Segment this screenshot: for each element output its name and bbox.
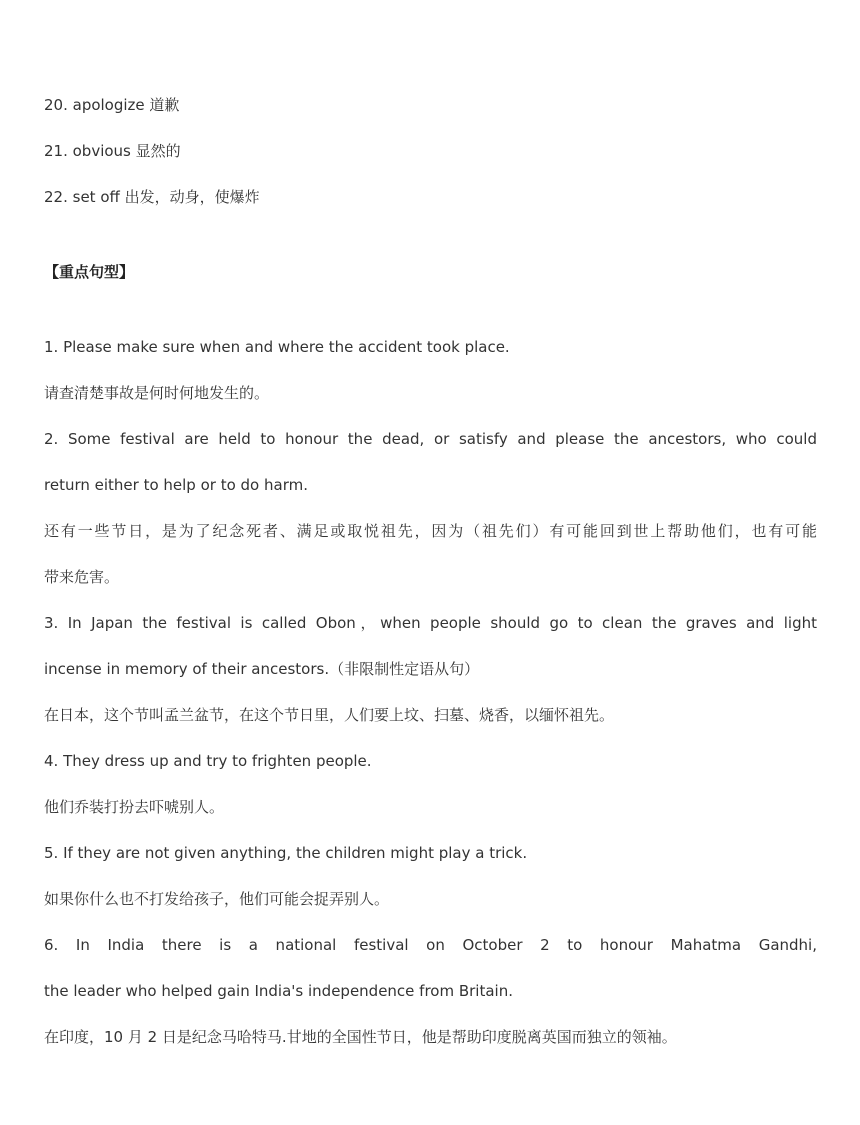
sentence-5-english: 5. If they are not given anything, the children might play a trick.	[44, 844, 528, 862]
vocab-item-21: 21. obvious 显然的	[44, 142, 181, 160]
sentence-6-english-line-2: the leader who helped gain India's independence from Britain.	[44, 982, 513, 1000]
sentence-1-english: 1. Please make sure when and where the accident took place.	[44, 338, 510, 356]
section-title: 【重点句型】	[44, 263, 135, 281]
sentence-2-chinese-line-1: 还有一些节日，是为了纪念死者、满足或取悦祖先，因为（祖先们）有可能回到世上帮助他们，也有可能	[44, 522, 817, 540]
sentence-4-english: 4. They dress up and try to frighten people.	[44, 752, 372, 770]
vocab-item-22: 22. set off 出发，动身，使爆炸	[44, 188, 260, 206]
sentence-6-english-line-1: 6. In India there is a national festival on October 2 to honour Mahatma Gandhi,	[44, 936, 817, 954]
sentence-2-chinese-line-2: 带来危害。	[44, 568, 120, 586]
sentence-4-chinese: 他们乔装打扮去吓唬别人。	[44, 798, 225, 816]
sentence-5-chinese: 如果你什么也不打发给孩子，他们可能会捉弄别人。	[44, 890, 390, 908]
sentence-3-english-line-1: 3. In Japan the festival is called Obon，when people should go to clean the graves and light	[44, 614, 817, 632]
sentence-6-chinese: 在印度，10 月 2 日是纪念马哈特马.甘地的全国性节日，他是帮助印度脱离英国而独立的领袖。	[44, 1028, 677, 1046]
sentence-2-english-line-1: 2. Some festival are held to honour the dead, or satisfy and please the ancestors, who could	[44, 430, 817, 448]
sentence-3-chinese: 在日本，这个节叫孟兰盆节，在这个节日里，人们要上坟、扫墓、烧香，以缅怀祖先。	[44, 706, 615, 724]
vocab-item-20: 20. apologize 道歉	[44, 96, 180, 114]
sentence-1-chinese: 请查清楚事故是何时何地发生的。	[44, 384, 270, 402]
sentence-2-english-line-2: return either to help or to do harm.	[44, 476, 308, 494]
sentence-3-english-line-2: incense in memory of their ancestors.（非限制性定语从句）	[44, 660, 480, 678]
